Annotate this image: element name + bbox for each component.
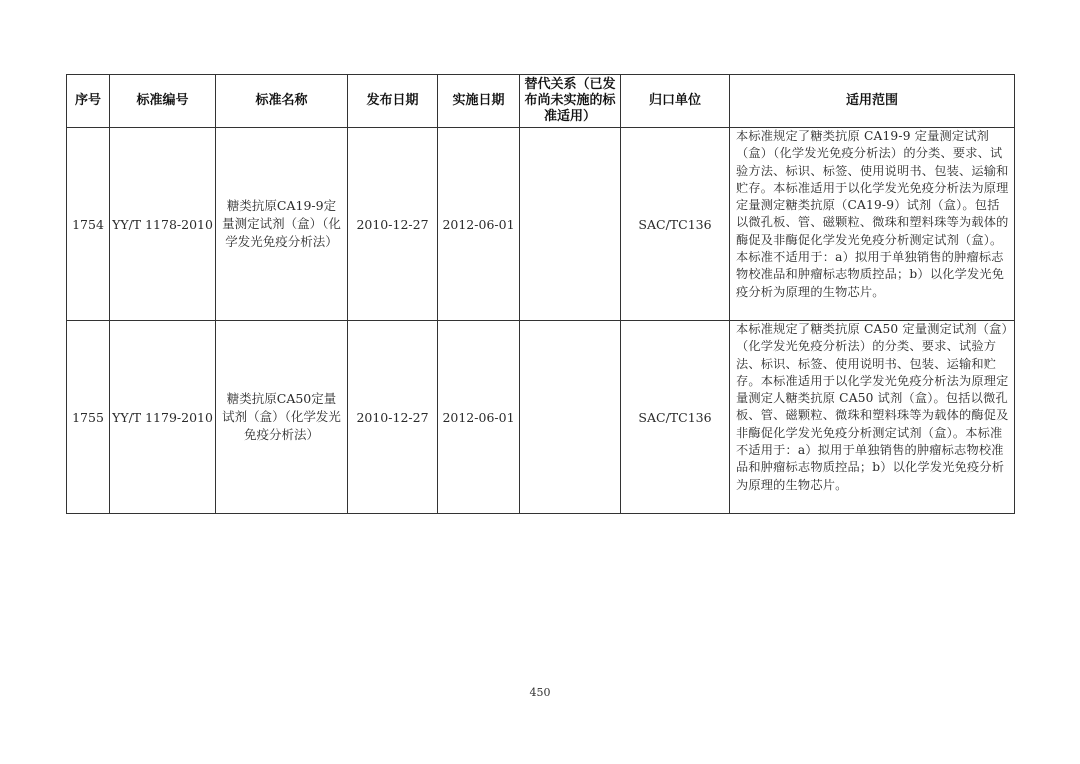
cell-publish-date: 2010-12-27 — [348, 128, 438, 321]
cell-implement-date: 2012-06-01 — [438, 128, 520, 321]
header-publish-date: 发布日期 — [348, 75, 438, 128]
cell-unit: SAC/TC136 — [621, 321, 730, 514]
cell-seq: 1754 — [67, 128, 110, 321]
cell-name: 糖类抗原CA19-9定量测定试剂（盒）（化学发光免疫分析法） — [216, 128, 348, 321]
header-code: 标准编号 — [110, 75, 216, 128]
cell-replace — [520, 321, 621, 514]
page-number: 450 — [529, 686, 551, 699]
table-row — [67, 321, 1015, 514]
table-row — [67, 128, 1015, 321]
cell-implement-date: 2012-06-01 — [438, 321, 520, 514]
header-scope: 适用范围 — [730, 75, 1015, 128]
header-replace: 替代关系（已发布尚未实施的标准适用） — [520, 75, 621, 128]
cell-scope: 本标准规定了糖类抗原 CA19-9 定量测定试剂（盒）（化学发光免疫分析法）的分类、要求、试验方法、标识、标签、使用说明书、包装、运输和贮存。本标准适用于以化学发光免疫分析法为原理定量测定糖类抗原（CA19-9）试剂（盒）。包括以微孔板、管、磁颗粒、微珠和塑料珠等为载体的酶促及非酶促化学发光免疫分析测定试剂（盒）。本标准不适用于：a）拟用于单独销售的肿瘤标志物校准品和肿瘤标志物质控品；b）以化学发光免疫分析为原理的生物芯片。 — [730, 128, 1015, 321]
header-row — [67, 75, 1015, 128]
header-implement-date: 实施日期 — [438, 75, 520, 128]
cell-publish-date: 2010-12-27 — [348, 321, 438, 514]
cell-unit: SAC/TC136 — [621, 128, 730, 321]
cell-seq: 1755 — [67, 321, 110, 514]
header-seq: 序号 — [67, 75, 110, 128]
standards-table — [66, 74, 1015, 514]
cell-replace — [520, 128, 621, 321]
header-name: 标准名称 — [216, 75, 348, 128]
cell-code: YY/T 1179-2010 — [110, 321, 216, 514]
cell-scope: 本标准规定了糖类抗原 CA50 定量测定试剂（盒）（化学发光免疫分析法）的分类、要求、试验方法、标识、标签、使用说明书、包装、运输和贮存。本标准适用于以化学发光免疫分析法为原理定量测定人糖类抗原 CA50 试剂（盒）。包括以微孔板、管、磁颗粒、微珠和塑料珠等为载体的酶促及非酶促化学发光免疫分析测定试剂（盒）。本标准不适用于：a）拟用于单独销售的肿瘤标志物校准品和肿瘤标志物质控品；b）以化学发光免疫分析为原理的生物芯片。 — [730, 321, 1015, 514]
cell-code: YY/T 1178-2010 — [110, 128, 216, 321]
cell-name: 糖类抗原CA50定量试剂（盒）（化学发光免疫分析法） — [216, 321, 348, 514]
header-unit: 归口单位 — [621, 75, 730, 128]
